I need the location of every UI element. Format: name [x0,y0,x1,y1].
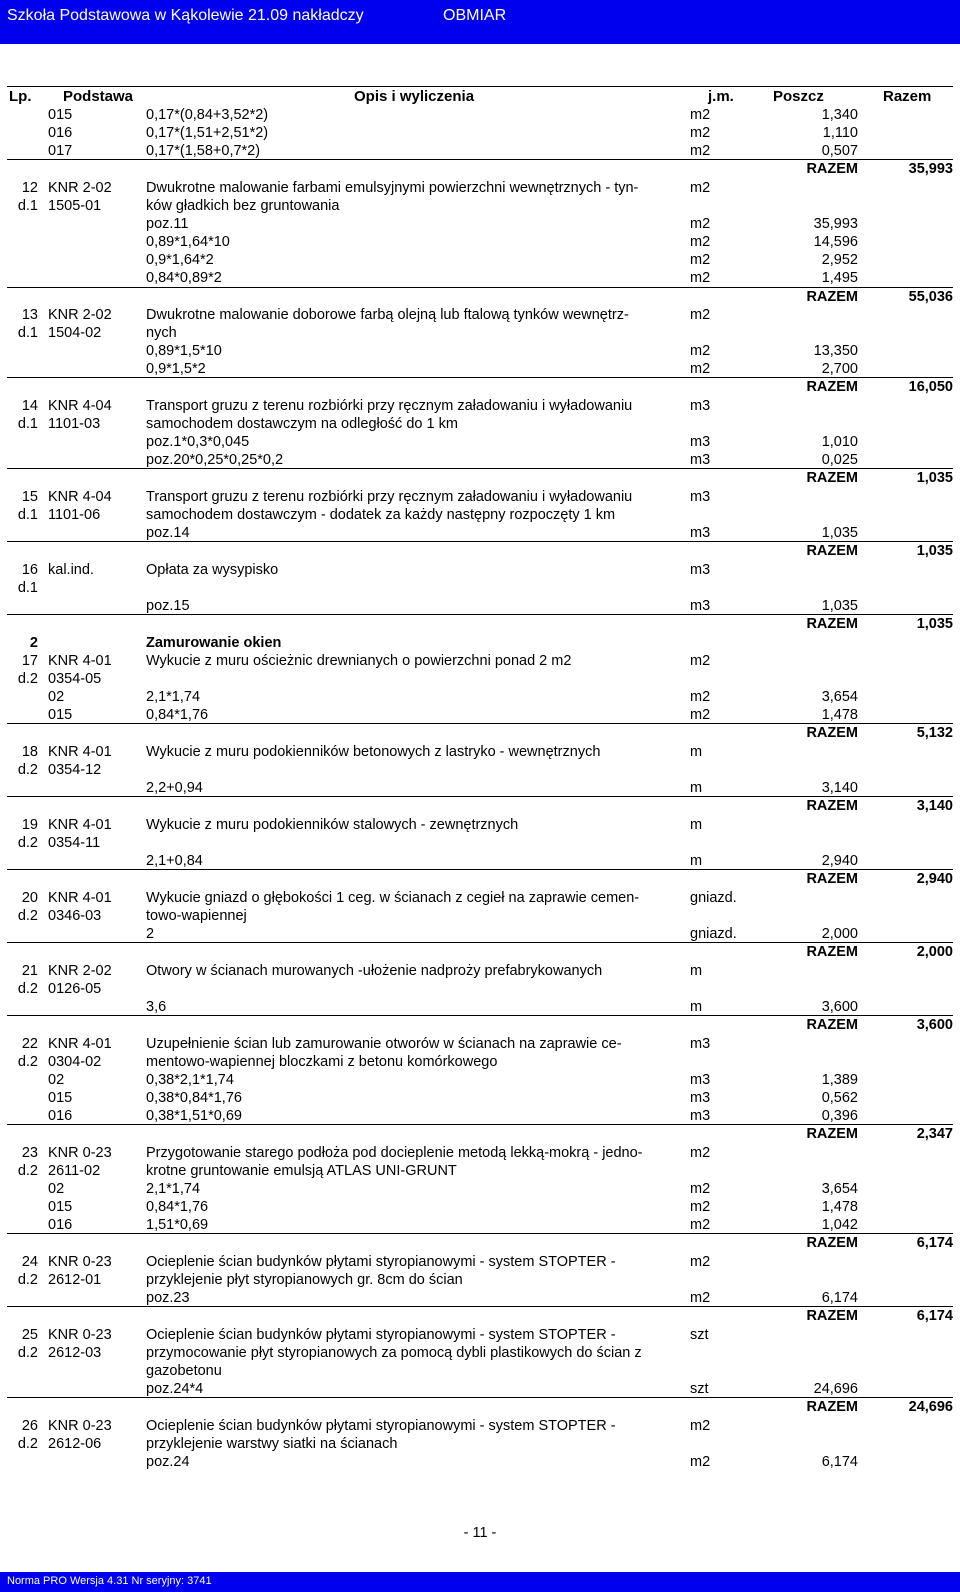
document-section: OBMIAR [443,7,507,24]
item-partial-value: 1,389 [821,1072,858,1088]
item-partial-value: 1,010 [821,434,858,450]
item-basis: 015 [48,707,73,723]
item-unit: m2 [690,707,711,723]
item-number: 18 [21,744,38,760]
item-unit: m3 [690,1036,711,1052]
item-partial-value: 14,596 [813,234,858,250]
item-basis: 0126-05 [48,981,102,997]
item-partial-value: 0,025 [821,452,858,468]
item-basis: 0354-12 [48,762,102,778]
item-basis: 017 [48,143,73,159]
item-partial-value: 2,952 [821,252,858,268]
item-unit: m2 [690,1199,711,1215]
item-description: 2,1*1,74 [146,689,201,705]
item-description: Dwukrotne malowanie farbami emulsyjnymi powierzchni wewnętrznych - tyn- [146,180,639,196]
item-unit: m3 [690,1090,711,1106]
item-number: 22 [21,1036,38,1052]
item-total-value: 2,940 [916,871,953,887]
item-basis: 2611-02 [48,1163,101,1179]
item-partial-value: 0,396 [821,1108,858,1124]
item-total-value: 1,035 [916,543,953,559]
item-description: 0,84*1,76 [146,707,209,723]
item-number: 20 [21,890,38,906]
item-number: d.1 [17,507,38,523]
item-description: 0,9*1,5*2 [146,361,206,377]
item-description: krotne gruntowanie emulsją ATLAS UNI-GRUNT [146,1163,457,1179]
total-label: RAZEM [806,289,858,305]
page-number: - 11 - [463,1525,497,1541]
item-partial-value: 1,495 [821,270,858,286]
item-basis: 02 [48,689,65,705]
item-description: 0,38*1,51*0,69 [146,1108,242,1124]
item-description: Przygotowanie starego podłoża pod docieplenie metodą lekką-mokrą - jedno- [146,1145,643,1161]
item-unit: m [690,744,703,760]
item-number: d.1 [17,325,38,341]
item-basis: kal.ind. [48,562,94,578]
item-description: 0,89*1,64*10 [146,234,230,250]
item-description: Transport gruzu z terenu rozbiórki przy ręcznym załadowaniu i wyładowaniu [146,398,633,414]
item-unit: m [690,853,703,869]
item-partial-value: 2,700 [821,361,858,377]
item-number: d.1 [17,580,38,596]
item-basis: 02 [48,1181,65,1197]
total-label: RAZEM [806,725,858,741]
item-basis: 016 [48,125,73,141]
item-unit: m2 [690,252,711,268]
item-separator-line [7,869,953,870]
total-label: RAZEM [806,616,858,632]
item-description: Dwukrotne malowanie doborowe farbą olejną lub ftalową tynków wewnętrz- [146,307,629,323]
item-partial-value: 1,340 [821,107,858,123]
total-label: RAZEM [806,798,858,814]
item-description: 0,84*0,89*2 [146,270,222,286]
item-partial-value: 1,478 [821,707,858,723]
item-unit: szt [690,1327,709,1343]
column-header-razem: Razem [883,88,932,105]
page-footer-bar [0,1572,960,1592]
item-separator-line [7,541,953,542]
item-description: poz.24 [146,1454,190,1470]
item-number: d.2 [17,1054,38,1070]
item-description: poz.20*0,25*0,25*0,2 [146,452,284,468]
item-basis: KNR 4-01 [48,1036,112,1052]
item-unit: m2 [690,180,711,196]
total-label: RAZEM [806,543,858,559]
item-description: Wykucie gniazd o głębokości 1 ceg. w ścianach z cegieł na zaprawie cemen- [146,890,640,906]
item-number: d.2 [17,762,38,778]
item-total-value: 6,174 [916,1308,953,1324]
item-unit: m3 [690,525,711,541]
item-basis: KNR 4-01 [48,744,112,760]
item-description: 0,38*0,84*1,76 [146,1090,242,1106]
item-number: d.2 [17,1345,38,1361]
item-basis: KNR 0-23 [48,1418,112,1434]
item-basis: 1101-06 [48,507,101,523]
item-separator-line [7,1397,953,1398]
item-unit: m2 [690,1418,711,1434]
item-number: 24 [21,1254,38,1270]
item-total-value: 6,174 [916,1235,953,1251]
item-unit: m [690,999,703,1015]
item-partial-value: 0,507 [821,143,858,159]
total-label: RAZEM [806,1308,858,1324]
item-basis: 2612-01 [48,1272,102,1288]
column-header-lp: Lp. [9,88,32,105]
item-total-value: 35,993 [908,161,953,177]
item-separator-line [7,468,953,469]
item-partial-value: 13,350 [813,343,858,359]
item-description: 0,17*(1,58+0,7*2) [146,143,261,159]
item-description: przymocowanie płyt styropianowych za pomocą dybli plastikowych do ścian z [146,1345,642,1361]
item-number: 19 [21,817,38,833]
item-unit: m2 [690,307,711,323]
item-basis: 0354-11 [48,835,101,851]
item-total-value: 2,347 [916,1126,953,1142]
item-basis: 2612-03 [48,1345,102,1361]
item-unit: m3 [690,598,711,614]
item-number: d.2 [17,1272,38,1288]
item-basis: KNR 4-01 [48,817,112,833]
item-unit: m2 [690,107,711,123]
item-description: 0,17*(0,84+3,52*2) [146,107,269,123]
item-basis: KNR 0-23 [48,1145,112,1161]
item-basis: KNR 4-01 [48,890,112,906]
item-partial-value: 1,110 [822,125,858,141]
item-number: 15 [21,489,38,505]
item-basis: KNR 2-02 [48,180,112,196]
item-basis: KNR 2-02 [48,963,112,979]
item-total-value: 1,035 [916,470,953,486]
item-description: Zamurowanie okien [146,635,282,651]
item-unit: m [690,817,703,833]
item-partial-value: 3,600 [821,999,858,1015]
item-basis: 1101-03 [48,416,101,432]
item-description: 2,1+0,84 [146,853,203,869]
item-number: 26 [21,1418,38,1434]
item-number: 21 [21,963,38,979]
item-description: 3,6 [146,999,167,1015]
item-number: d.1 [17,198,38,214]
item-partial-value: 6,174 [821,1290,858,1306]
item-unit: m [690,963,703,979]
item-description: towo-wapiennej [146,908,247,924]
item-basis: 0304-02 [48,1054,102,1070]
item-partial-value: 3,654 [821,1181,858,1197]
item-separator-line [7,614,953,615]
item-basis: 0354-05 [48,671,102,687]
item-basis: 015 [48,1199,73,1215]
column-header-opis: Opis i wyliczenia [354,88,475,105]
item-basis: 0346-03 [48,908,102,924]
item-unit: m2 [690,125,711,141]
item-unit: m2 [690,343,711,359]
document-title: Szkoła Podstawowa w Kąkolewie 21.09 nakładczy [7,7,364,24]
item-unit: m2 [690,143,711,159]
item-basis: 016 [48,1217,73,1233]
item-description: Ocieplenie ścian budynków płytami styropianowymi - system STOPTER - [146,1254,616,1270]
item-partial-value: 1,035 [821,525,858,541]
total-label: RAZEM [806,871,858,887]
item-unit: m2 [690,234,711,250]
item-total-value: 3,140 [916,798,953,814]
item-unit: m3 [690,434,711,450]
item-number: d.2 [17,835,38,851]
item-basis: KNR 4-04 [48,398,112,414]
item-description: 0,89*1,5*10 [146,343,222,359]
item-partial-value: 24,696 [813,1381,858,1397]
item-number: 13 [21,307,38,323]
item-description: poz.15 [146,598,190,614]
item-partial-value: 6,174 [821,1454,858,1470]
column-header-podstawa: Podstawa [63,88,134,105]
item-description: gazobetonu [146,1363,222,1379]
item-unit: m2 [690,270,711,286]
item-unit: m2 [690,1290,711,1306]
item-total-value: 5,132 [916,725,953,741]
item-basis: 1504-02 [48,325,102,341]
software-version-text: Norma PRO Wersja 4.31 Nr seryjny: 3741 [7,1575,212,1587]
item-partial-value: 1,042 [821,1217,858,1233]
item-partial-value: 1,478 [821,1199,858,1215]
item-basis: 015 [48,107,73,123]
total-label: RAZEM [806,470,858,486]
item-partial-value: 3,654 [821,689,858,705]
item-number: 12 [21,180,38,196]
item-unit: m2 [690,361,711,377]
item-total-value: 55,036 [908,289,953,305]
item-separator-line [7,723,953,724]
item-basis: 016 [48,1108,73,1124]
item-partial-value: 2,940 [821,853,858,869]
item-description: mentowo-wapiennej bloczkami z betonu komórkowego [146,1054,498,1070]
item-unit: m3 [690,452,711,468]
item-number: d.2 [17,981,38,997]
item-partial-value: 2,000 [821,926,858,942]
item-description: poz.1*0,3*0,045 [146,434,250,450]
item-basis: 1505-01 [48,198,102,214]
item-separator-line [7,377,953,378]
item-unit: m2 [690,1217,711,1233]
item-description: 2 [146,926,155,942]
item-basis: KNR 2-02 [48,307,112,323]
column-header-poszcz: Poszcz [773,88,824,105]
item-separator-line [7,1124,953,1125]
item-basis: KNR 4-01 [48,653,112,669]
item-basis: KNR 4-04 [48,489,112,505]
total-label: RAZEM [806,1235,858,1251]
item-description: Transport gruzu z terenu rozbiórki przy ręcznym załadowaniu i wyładowaniu [146,489,633,505]
item-basis: KNR 0-23 [48,1327,112,1343]
item-partial-value: 1,035 [821,598,858,614]
item-description: Uzupełnienie ścian lub zamurowanie otworów w ścianach na zaprawie ce- [146,1036,622,1052]
item-unit: m3 [690,489,711,505]
total-label: RAZEM [806,1399,858,1415]
item-description: przyklejenie płyt styropianowych gr. 8cm do ścian [146,1272,463,1288]
item-description: poz.24*4 [146,1381,204,1397]
item-number: 16 [21,562,38,578]
item-separator-line [7,1015,953,1016]
item-unit: m3 [690,398,711,414]
item-partial-value: 3,140 [821,780,858,796]
item-unit: m2 [690,1145,711,1161]
item-unit: m2 [690,653,711,669]
item-separator-line [7,1306,953,1307]
item-number: 23 [21,1145,38,1161]
item-unit: m [690,780,703,796]
item-unit: m3 [690,1072,711,1088]
item-number: d.2 [17,671,38,687]
item-description: poz.14 [146,525,190,541]
total-label: RAZEM [806,379,858,395]
item-description: Wykucie z muru podokienników betonowych z lastryko - wewnętrznych [146,744,601,760]
item-description: samochodem dostawczym - dodatek za każdy następny rozpoczęty 1 km [146,507,616,523]
item-unit: szt [690,1381,709,1397]
item-description: 0,17*(1,51+2,51*2) [146,125,269,141]
item-description: 0,84*1,76 [146,1199,209,1215]
item-description: 0,38*2,1*1,74 [146,1072,234,1088]
item-total-value: 16,050 [908,379,953,395]
item-separator-line [7,287,953,288]
item-unit: m2 [690,689,711,705]
item-total-value: 1,035 [916,616,953,632]
item-unit: m2 [690,1181,711,1197]
item-separator-line [7,796,953,797]
item-total-value: 2,000 [916,944,953,960]
item-basis: KNR 0-23 [48,1254,112,1270]
item-number: 17 [21,653,38,669]
item-partial-value: 35,993 [813,216,858,232]
item-basis: 015 [48,1090,73,1106]
total-label: RAZEM [806,161,858,177]
item-total-value: 3,600 [916,1017,953,1033]
item-description: 0,9*1,64*2 [146,252,214,268]
item-number: 14 [21,398,38,414]
item-description: nych [146,325,177,341]
total-label: RAZEM [806,944,858,960]
item-description: Opłata za wysypisko [146,562,279,578]
item-description: Wykucie z muru podokienników stalowych - zewnętrznych [146,817,519,833]
item-description: samochodem dostawczym na odległość do 1 km [146,416,458,432]
item-description: poz.23 [146,1290,190,1306]
item-number: 25 [21,1327,38,1343]
item-number: d.1 [17,416,38,432]
item-unit: m2 [690,216,711,232]
item-description: Ocieplenie ścian budynków płytami styropianowymi - system STOPTER - [146,1418,616,1434]
item-partial-value: 0,562 [821,1090,858,1106]
item-unit: gniazd. [690,926,737,942]
item-unit: m3 [690,562,711,578]
item-description: 2,2+0,94 [146,780,203,796]
total-label: RAZEM [806,1126,858,1142]
item-number: d.2 [17,908,38,924]
item-separator-line [7,1233,953,1234]
item-description: 2,1*1,74 [146,1181,201,1197]
item-total-value: 24,696 [908,1399,953,1415]
item-unit: gniazd. [690,890,737,906]
item-description: przyklejenie warstwy siatki na ścianach [146,1436,398,1452]
item-description: poz.11 [146,216,189,232]
item-description: ków gładkich bez gruntowania [146,198,340,214]
item-number: d.2 [17,1163,38,1179]
item-basis: 2612-06 [48,1436,102,1452]
item-basis: 02 [48,1072,65,1088]
total-label: RAZEM [806,1017,858,1033]
item-description: Otwory w ścianach murowanych -ułożenie nadproży prefabrykowanych [146,963,603,979]
item-separator-line [7,159,953,160]
item-separator-line [7,942,953,943]
item-unit: m3 [690,1108,711,1124]
item-description: Wykucie z muru ościeżnic drewnianych o powierzchni ponad 2 m2 [146,653,572,669]
item-unit: m2 [690,1454,711,1470]
item-number: d.2 [17,1436,38,1452]
column-header-jm: j.m. [708,88,734,105]
item-description: Ocieplenie ścian budynków płytami styropianowymi - system STOPTER - [146,1327,616,1343]
item-number: 2 [29,635,38,651]
item-unit: m2 [690,1254,711,1270]
item-description: 1,51*0,69 [146,1217,209,1233]
